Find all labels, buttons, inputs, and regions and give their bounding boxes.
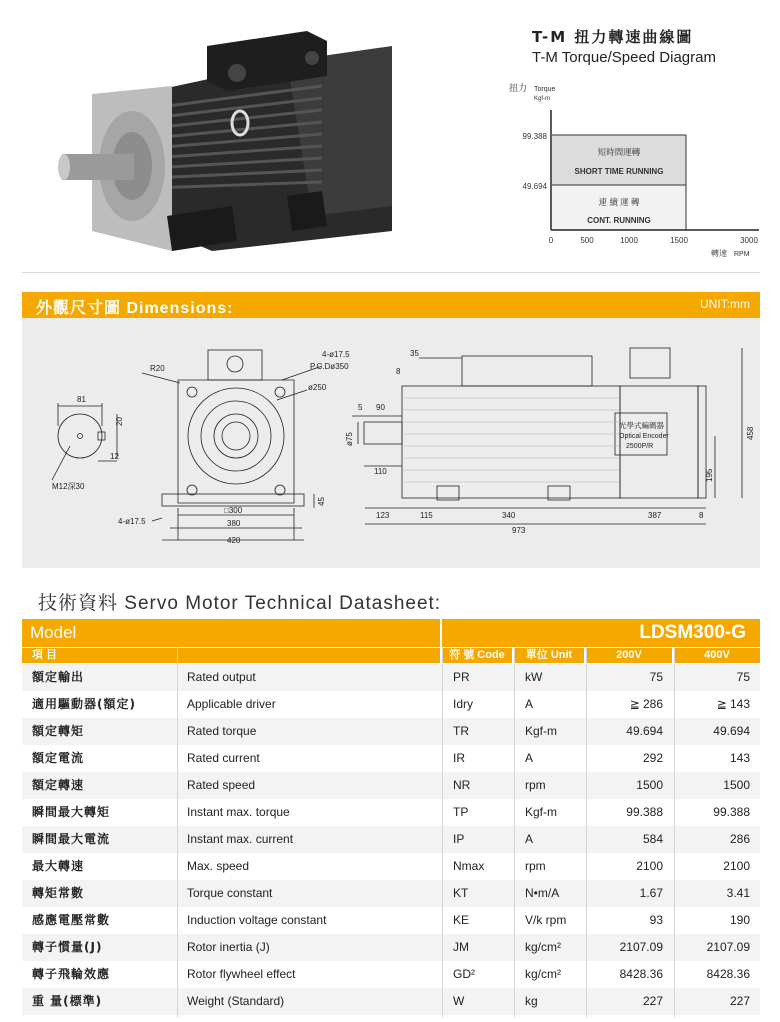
dim-20: 20 xyxy=(115,417,124,426)
header-200v: 200V xyxy=(586,648,672,663)
x-tick: 1000 xyxy=(620,236,638,245)
table-row xyxy=(22,691,760,718)
spec-value-400v: ≧ 143 xyxy=(716,697,750,711)
spec-code: PR xyxy=(453,670,470,684)
spec-value-200v: 292 xyxy=(642,751,663,765)
dim-458: 458 xyxy=(746,426,755,440)
spec-unit: Kgf-m xyxy=(525,805,558,819)
spec-name-cn: 額定轉矩 xyxy=(32,724,85,738)
spec-value-400v: 286 xyxy=(729,832,750,846)
spec-value-200v: 8428.36 xyxy=(619,967,663,981)
spec-name-cn: 瞬間最大轉矩 xyxy=(32,805,111,819)
dimension-drawing xyxy=(22,318,760,568)
table-row xyxy=(22,961,760,988)
servo-motor-image xyxy=(22,6,477,272)
spec-name-cn: 額定輸出 xyxy=(32,670,85,684)
dim-pcd: P.C.Dø350 xyxy=(310,362,349,371)
dimensions-header-bar xyxy=(22,292,760,318)
spec-value-400v: 49.694 xyxy=(713,724,750,738)
table-row xyxy=(22,745,760,772)
table-row xyxy=(22,718,760,745)
spec-name-en: Rated current xyxy=(187,751,260,765)
spec-value-400v: 2107.09 xyxy=(706,940,750,954)
spec-value-400v: 143 xyxy=(729,751,750,765)
torque-speed-chart xyxy=(507,82,767,262)
encoder-label-ppr: 2500P/R xyxy=(626,443,654,450)
table-row xyxy=(22,772,760,799)
dim-8a: 8 xyxy=(396,367,401,376)
spec-unit: kg/cm² xyxy=(525,967,561,981)
dim-90: 90 xyxy=(376,403,385,412)
spec-name-en: Max. speed xyxy=(187,859,250,873)
dim-75: ø75 xyxy=(345,432,354,446)
divider xyxy=(674,647,675,1017)
spec-name-cn: 轉子慣量(J) xyxy=(32,940,103,954)
spec-value-400v: 190 xyxy=(729,913,750,927)
spec-unit: Kgf-m xyxy=(525,724,558,738)
table-row xyxy=(22,988,760,1015)
spec-name-en: Rated torque xyxy=(187,724,257,738)
dim-35: 35 xyxy=(410,349,419,358)
spec-value-200v: 75 xyxy=(649,670,663,684)
y-tick: 99.388 xyxy=(522,132,547,141)
y-axis-unit: Kgf-m xyxy=(534,96,551,102)
spec-name-en: Instant max. torque xyxy=(187,805,290,819)
dim-r20: R20 xyxy=(150,364,165,373)
dimensions-title: 外觀尺寸圖 Dimensions: xyxy=(36,300,234,317)
dim-hole1: 4-ø17.5 xyxy=(322,350,350,359)
spec-name-en: Applicable driver xyxy=(187,697,276,711)
spec-name-en: Induction voltage constant xyxy=(187,913,327,927)
spec-value-400v: 1500 xyxy=(723,778,750,792)
spec-name-cn: 感應電壓常數 xyxy=(32,913,111,927)
spec-value-200v: 1.67 xyxy=(639,886,663,900)
zone-short-cn: 短時間運轉 xyxy=(597,147,641,157)
dim-195: 195 xyxy=(705,468,714,482)
dim-380: 380 xyxy=(227,519,241,528)
model-value: LDSM300-G xyxy=(639,622,746,643)
x-tick: 3000 xyxy=(740,236,758,245)
spec-code: KE xyxy=(453,913,470,927)
spec-unit: rpm xyxy=(525,859,546,873)
spec-unit: kg xyxy=(525,994,538,1008)
table-row xyxy=(22,664,760,691)
dim-250: ø250 xyxy=(308,383,327,392)
spec-unit: A xyxy=(525,832,534,846)
torque-chart-title-en: T-M Torque/Speed Diagram xyxy=(532,49,716,66)
y-tick: 49.694 xyxy=(522,182,547,191)
spec-name-cn: 適用驅動器(額定) xyxy=(32,697,136,711)
spec-code: KT xyxy=(453,886,469,900)
x-axis-label-cn: 轉速 xyxy=(711,249,727,258)
spec-name-cn: 轉矩常數 xyxy=(32,886,85,900)
spec-unit: kW xyxy=(525,670,543,684)
spec-name-cn: 額定電流 xyxy=(32,751,85,765)
short-time-zone xyxy=(552,135,686,185)
spec-value-400v: 99.388 xyxy=(713,805,750,819)
spec-value-200v: 2107.09 xyxy=(619,940,663,954)
spec-value-200v: 1500 xyxy=(636,778,663,792)
spec-value-200v: 49.694 xyxy=(626,724,663,738)
spec-code: Nmax xyxy=(453,859,485,873)
dim-340: 340 xyxy=(502,511,516,520)
table-header xyxy=(22,647,760,664)
spec-name-en: Torque constant xyxy=(187,886,273,900)
dim-123: 123 xyxy=(376,511,390,520)
dim-45: 45 xyxy=(317,497,326,506)
x-tick: 0 xyxy=(548,236,554,245)
spec-value-200v: 93 xyxy=(649,913,663,927)
table-row xyxy=(22,853,760,880)
spec-value-400v: 227 xyxy=(729,994,750,1008)
spec-unit: A xyxy=(525,697,534,711)
header-code: 符 號 Code xyxy=(442,648,512,663)
table-row xyxy=(22,907,760,934)
model-label: Model xyxy=(30,623,77,642)
table-body xyxy=(22,664,760,1015)
divider xyxy=(442,647,443,1017)
encoder-label-cn: 光學式編碼器 xyxy=(619,421,664,430)
divider xyxy=(586,647,587,1017)
spec-name-cn: 轉子飛輪效應 xyxy=(32,967,111,981)
spec-value-400v: 2100 xyxy=(723,859,750,873)
dim-hole2: 4-ø17.5 xyxy=(118,517,146,526)
spec-code: W xyxy=(453,994,465,1008)
spec-name-cn: 最大轉速 xyxy=(32,859,85,873)
table-row xyxy=(22,934,760,961)
spec-code: NR xyxy=(453,778,471,792)
spec-name-en: Weight (Standard) xyxy=(187,994,285,1008)
y-axis-label-cn: 扭力 xyxy=(509,83,528,93)
zone-cont-en: CONT. RUNNING xyxy=(587,216,651,225)
x-tick: 1500 xyxy=(670,236,688,245)
spec-value-400v: 8428.36 xyxy=(706,967,750,981)
dim-12: 12 xyxy=(110,452,119,461)
table-row xyxy=(22,880,760,907)
table-row xyxy=(22,799,760,826)
dimensions-unit: UNIT:mm xyxy=(700,297,750,311)
divider xyxy=(514,647,515,1017)
zone-cont-cn: 連 續 運 轉 xyxy=(598,197,640,207)
dim-387: 387 xyxy=(648,511,662,520)
product-header-panel xyxy=(22,6,760,273)
spec-value-400v: 75 xyxy=(736,670,750,684)
dim-81: 81 xyxy=(77,395,86,404)
spec-value-200v: 227 xyxy=(642,994,663,1008)
model-bar xyxy=(22,619,760,647)
dimension-drawing-area xyxy=(22,318,760,568)
spec-unit: N•m/A xyxy=(525,886,560,900)
spec-unit: rpm xyxy=(525,778,546,792)
spec-value-200v: 584 xyxy=(642,832,663,846)
spec-value-200v: ≧ 286 xyxy=(629,697,663,711)
spec-name-cn: 額定轉速 xyxy=(32,778,85,792)
header-unit: 單位 Unit xyxy=(514,648,584,663)
dim-5: 5 xyxy=(358,403,363,412)
zone-short-en: SHORT TIME RUNNING xyxy=(574,167,664,176)
spec-value-400v: 3.41 xyxy=(726,886,750,900)
header-item: 項 目 xyxy=(22,648,440,663)
spec-name-en: Rated speed xyxy=(187,778,256,792)
encoder-label-en: Optical Encoder xyxy=(619,433,669,440)
datasheet-table xyxy=(22,619,760,1015)
spec-name-en: Rated output xyxy=(187,670,256,684)
spec-name-cn: 瞬間最大電流 xyxy=(32,832,111,846)
dim-8b: 8 xyxy=(699,511,704,520)
spec-unit: A xyxy=(525,751,534,765)
dim-m12: M12深30 xyxy=(52,482,85,491)
spec-name-en: Rotor flywheel effect xyxy=(187,967,296,981)
datasheet-title: 技術資料 Servo Motor Technical Datasheet: xyxy=(38,593,442,614)
spec-code: IR xyxy=(453,751,465,765)
dim-110: 110 xyxy=(374,467,387,476)
spec-value-200v: 99.388 xyxy=(626,805,663,819)
torque-chart-title-cn: T-M 扭力轉速曲線圖 xyxy=(532,28,694,46)
spec-code: TP xyxy=(453,805,469,819)
spec-unit: V/k rpm xyxy=(525,913,567,927)
dim-420: 420 xyxy=(227,536,241,545)
spec-name-en: Rotor inertia (J) xyxy=(187,940,270,954)
header-400v: 400V xyxy=(674,648,760,663)
dim-973: 973 xyxy=(512,526,526,535)
spec-code: IP xyxy=(453,832,465,846)
spec-name-en: Instant max. current xyxy=(187,832,294,846)
x-axis-unit: RPM xyxy=(734,251,750,258)
spec-code: Idry xyxy=(453,697,474,711)
spec-value-200v: 2100 xyxy=(636,859,663,873)
spec-code: TR xyxy=(453,724,469,738)
divider xyxy=(177,647,178,1017)
spec-code: GD² xyxy=(453,967,475,981)
dim-115: 115 xyxy=(420,511,433,520)
spec-unit: kg/cm² xyxy=(525,940,561,954)
table-row xyxy=(22,826,760,853)
spec-code: JM xyxy=(453,940,469,954)
x-tick: 500 xyxy=(580,236,594,245)
dim-sq300: □300 xyxy=(224,506,243,515)
y-axis-label-en: Torque xyxy=(534,86,556,93)
spec-name-cn: 重 量(標準) xyxy=(32,994,103,1008)
